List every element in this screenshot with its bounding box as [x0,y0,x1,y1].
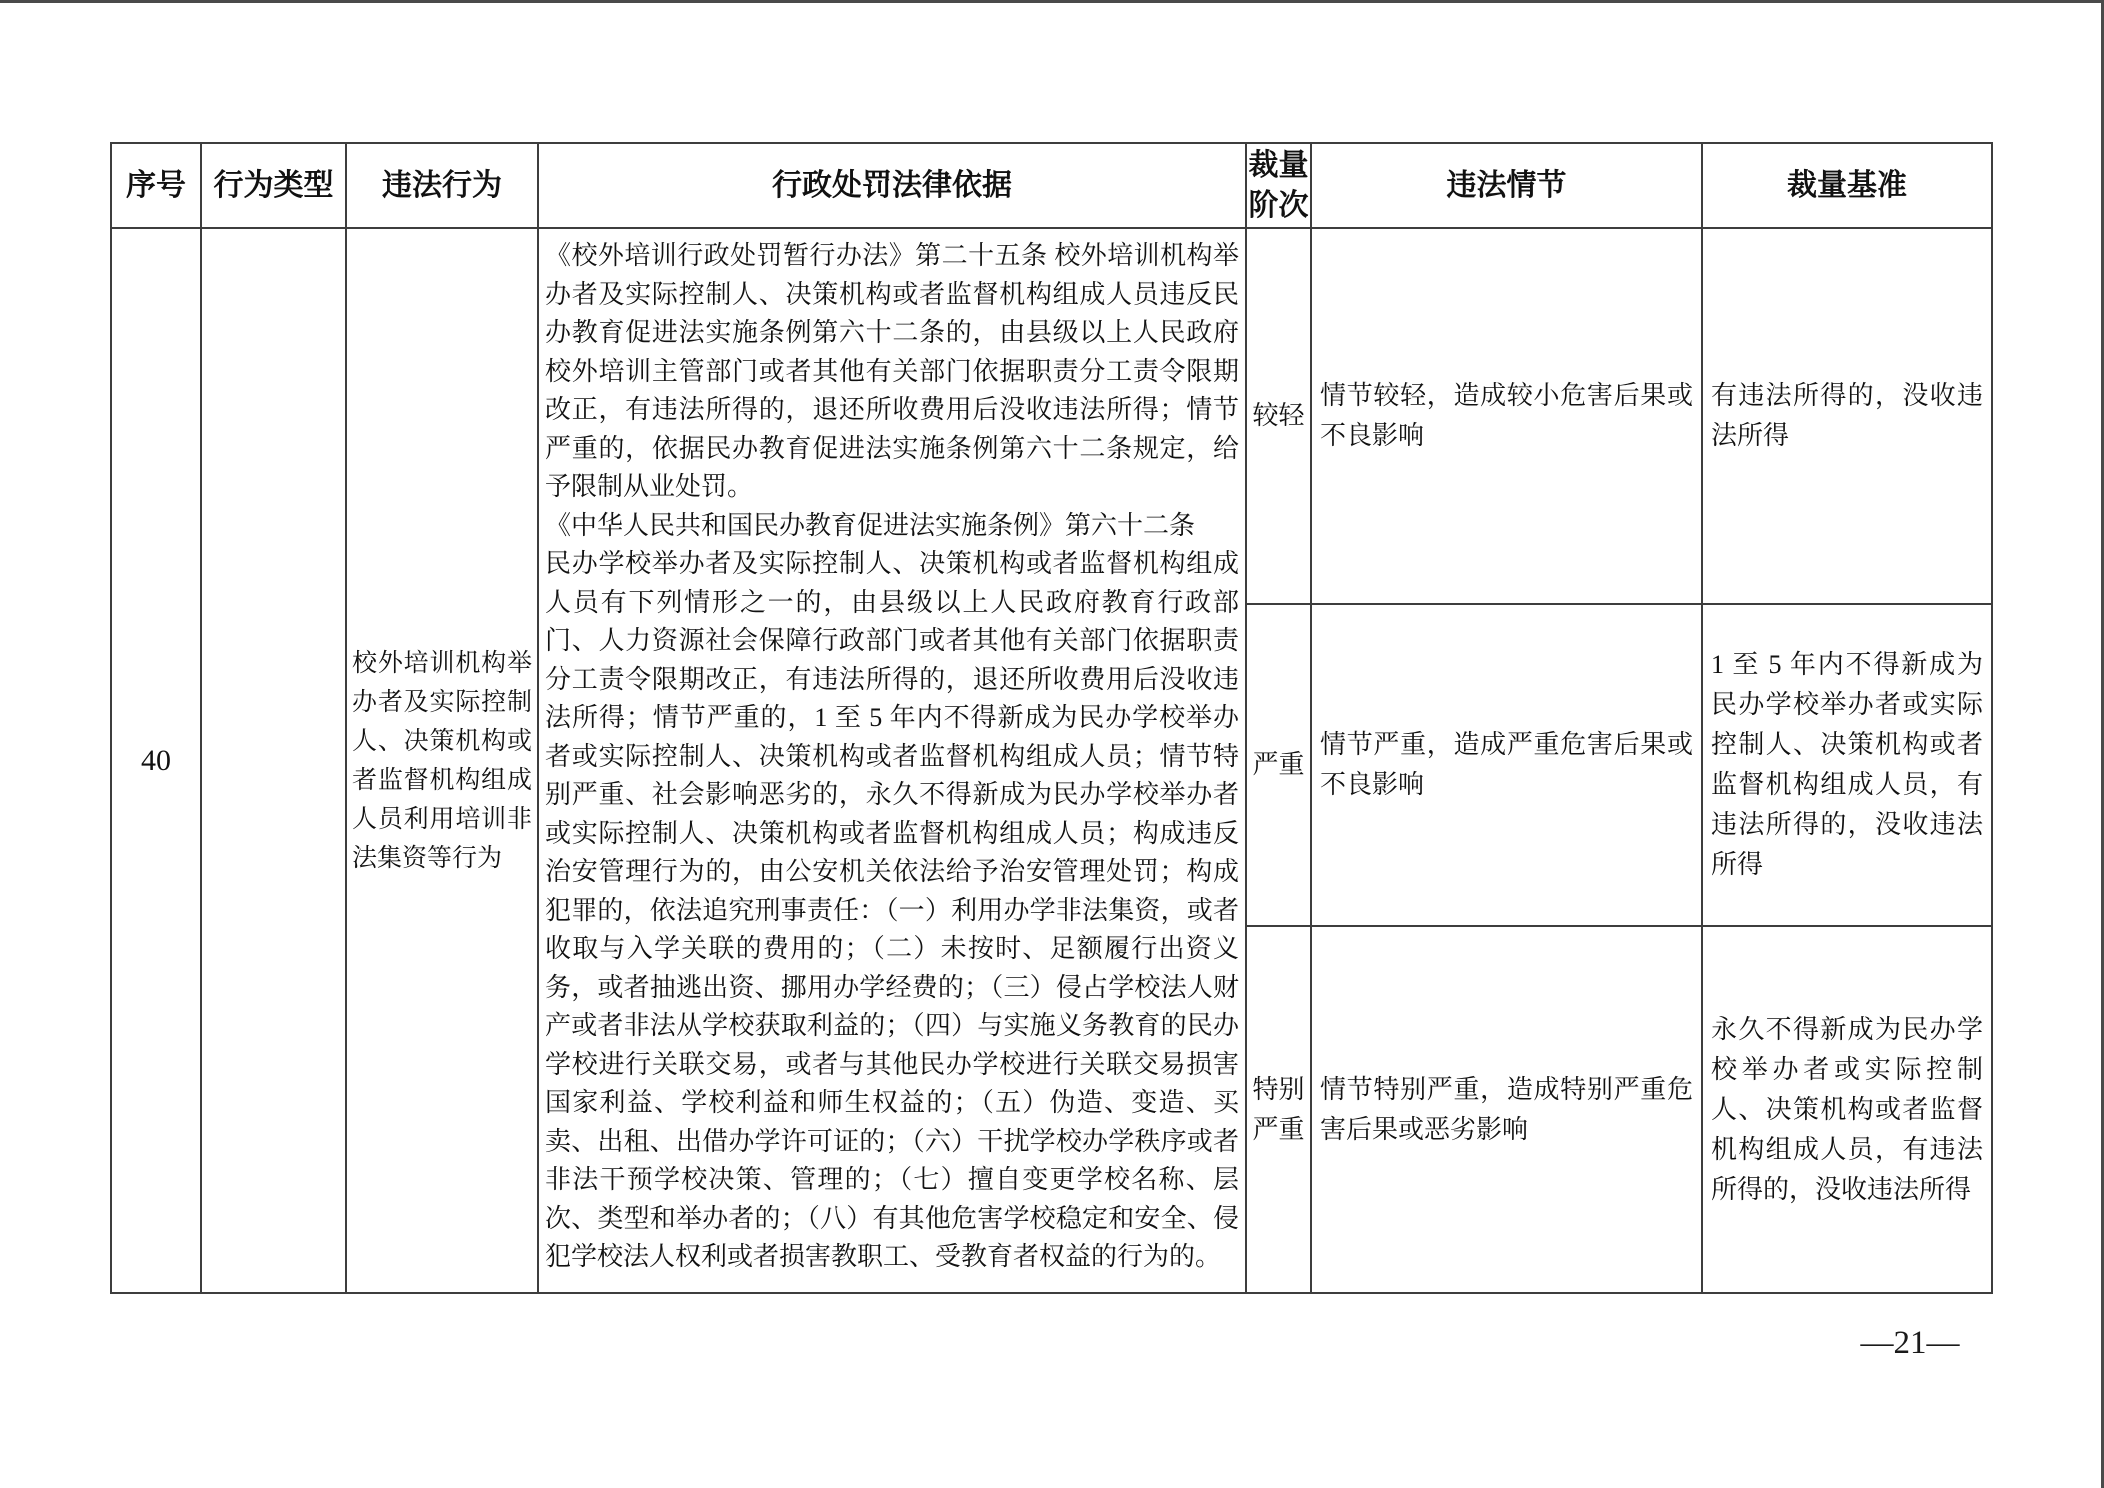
legal-basis-paragraph-1: 《校外培训行政处罚暂行办法》第二十五条 校外培训机构举办者及实际控制人、决策机构或者监督机构组成人员违反民办教育促进法实施条例第六十二条的，由县级以上人民政府校外培训主管部门或者其他有关部门依据职责分工责令限期改正，有违法所得的，退还所收费用后没收违法所得；情节严重的，依据民办教育促进法实施条例第六十二条规定，给予限制从业处罚。 [545,241,1239,501]
header-legal-basis: 行政处罚法律依据 [538,143,1246,228]
penalty-discretion-table [110,142,1993,1294]
circumstances-extreme-cell: 情节特别严重，造成特别严重危害后果或恶劣影响 [1311,926,1702,1293]
table-row-tier-minor [111,228,1992,604]
header-behavior-type: 行为类型 [201,143,346,228]
behavior-type-cell [201,228,346,1293]
header-serial: 序号 [111,143,201,228]
header-benchmark: 裁量基准 [1702,143,1992,228]
legal-basis-cell [538,228,1246,1293]
header-discretion-tier: 裁量阶次 [1246,143,1311,228]
tier-level-serious-cell: 严重 [1246,604,1311,926]
header-illegal-behavior: 违法行为 [346,143,538,228]
circumstances-minor-cell: 情节较轻，造成较小危害后果或不良影响 [1311,228,1702,604]
benchmark-serious-cell: 1 至 5 年内不得新成为民办学校举办者或实际控制人、决策机构或者监督机构组成人员，有违法所得的，没收违法所得 [1702,604,1992,926]
illegal-behavior-cell: 校外培训机构举办者及实际控制人、决策机构或者监督机构组成人员利用培训非法集资等行为 [346,228,538,1293]
tier-level-minor-cell: 较轻 [1246,228,1311,604]
benchmark-minor-cell: 有违法所得的，没收违法所得 [1702,228,1992,604]
legal-basis-paragraph-3: 民办学校举办者及实际控制人、决策机构或者监督机构组成人员有下列情形之一的，由县级以上人民政府教育行政部门、人力资源社会保障行政部门或者其他有关部门依据职责分工责令限期改正，有违法所得的，退还所收费用后没收违法所得；情节严重的，1 至 5 年内不得新成为民办学校举办者或实际控制人、决策机构或者监督机构组成人员；情节特别严重、社会影响恶劣的，永久不得新成为民办学校举办者或实际控制人、决策机构或者监督机构组成人员；构成违反治安管理行为的，由公安机关依法给予治安管理处罚；构成犯罪的，依法追究刑事责任：（一）利用办学非法集资，或者收取与入学关联的费用的；（二）未按时、足额履行出资义务，或者抽逃出资、挪用办学经费的；（三）侵占学校法人财产或者非法从学校获取利益的；（四）与实施义务教育的民办学校进行关联交易，或者与其他民办学校进行关联交易损害国家利益、学校利益和师生权益的；（五）伪造、变造、买卖、出租、出借办学许可证的；（六）干扰学校办学秩序或者非法干预学校决策、管理的；（七）擅自变更学校名称、层次、类型和举办者的；（八）有其他危害学校稳定和安全、侵犯学校法人权利或者损害教职工、受教育者权益的行为的。 [545,549,1239,1271]
circumstances-serious-cell: 情节严重，造成严重危害后果或不良影响 [1311,604,1702,926]
tier-level-extreme-cell: 特别严重 [1246,926,1311,1293]
page-number: —21— [1860,1325,1960,1361]
benchmark-extreme-cell: 永久不得新成为民办学校举办者或实际控制人、决策机构或者监督机构组成人员，有违法所得的，没收违法所得 [1702,926,1992,1293]
legal-basis-paragraph-2: 《中华人民共和国民办教育促进法实施条例》第六十二条 [545,510,1196,540]
header-circumstances: 违法情节 [1311,143,1702,228]
page-top-edge [0,0,2104,3]
serial-number-cell: 40 [111,228,201,1293]
table-header-row [111,143,1992,228]
